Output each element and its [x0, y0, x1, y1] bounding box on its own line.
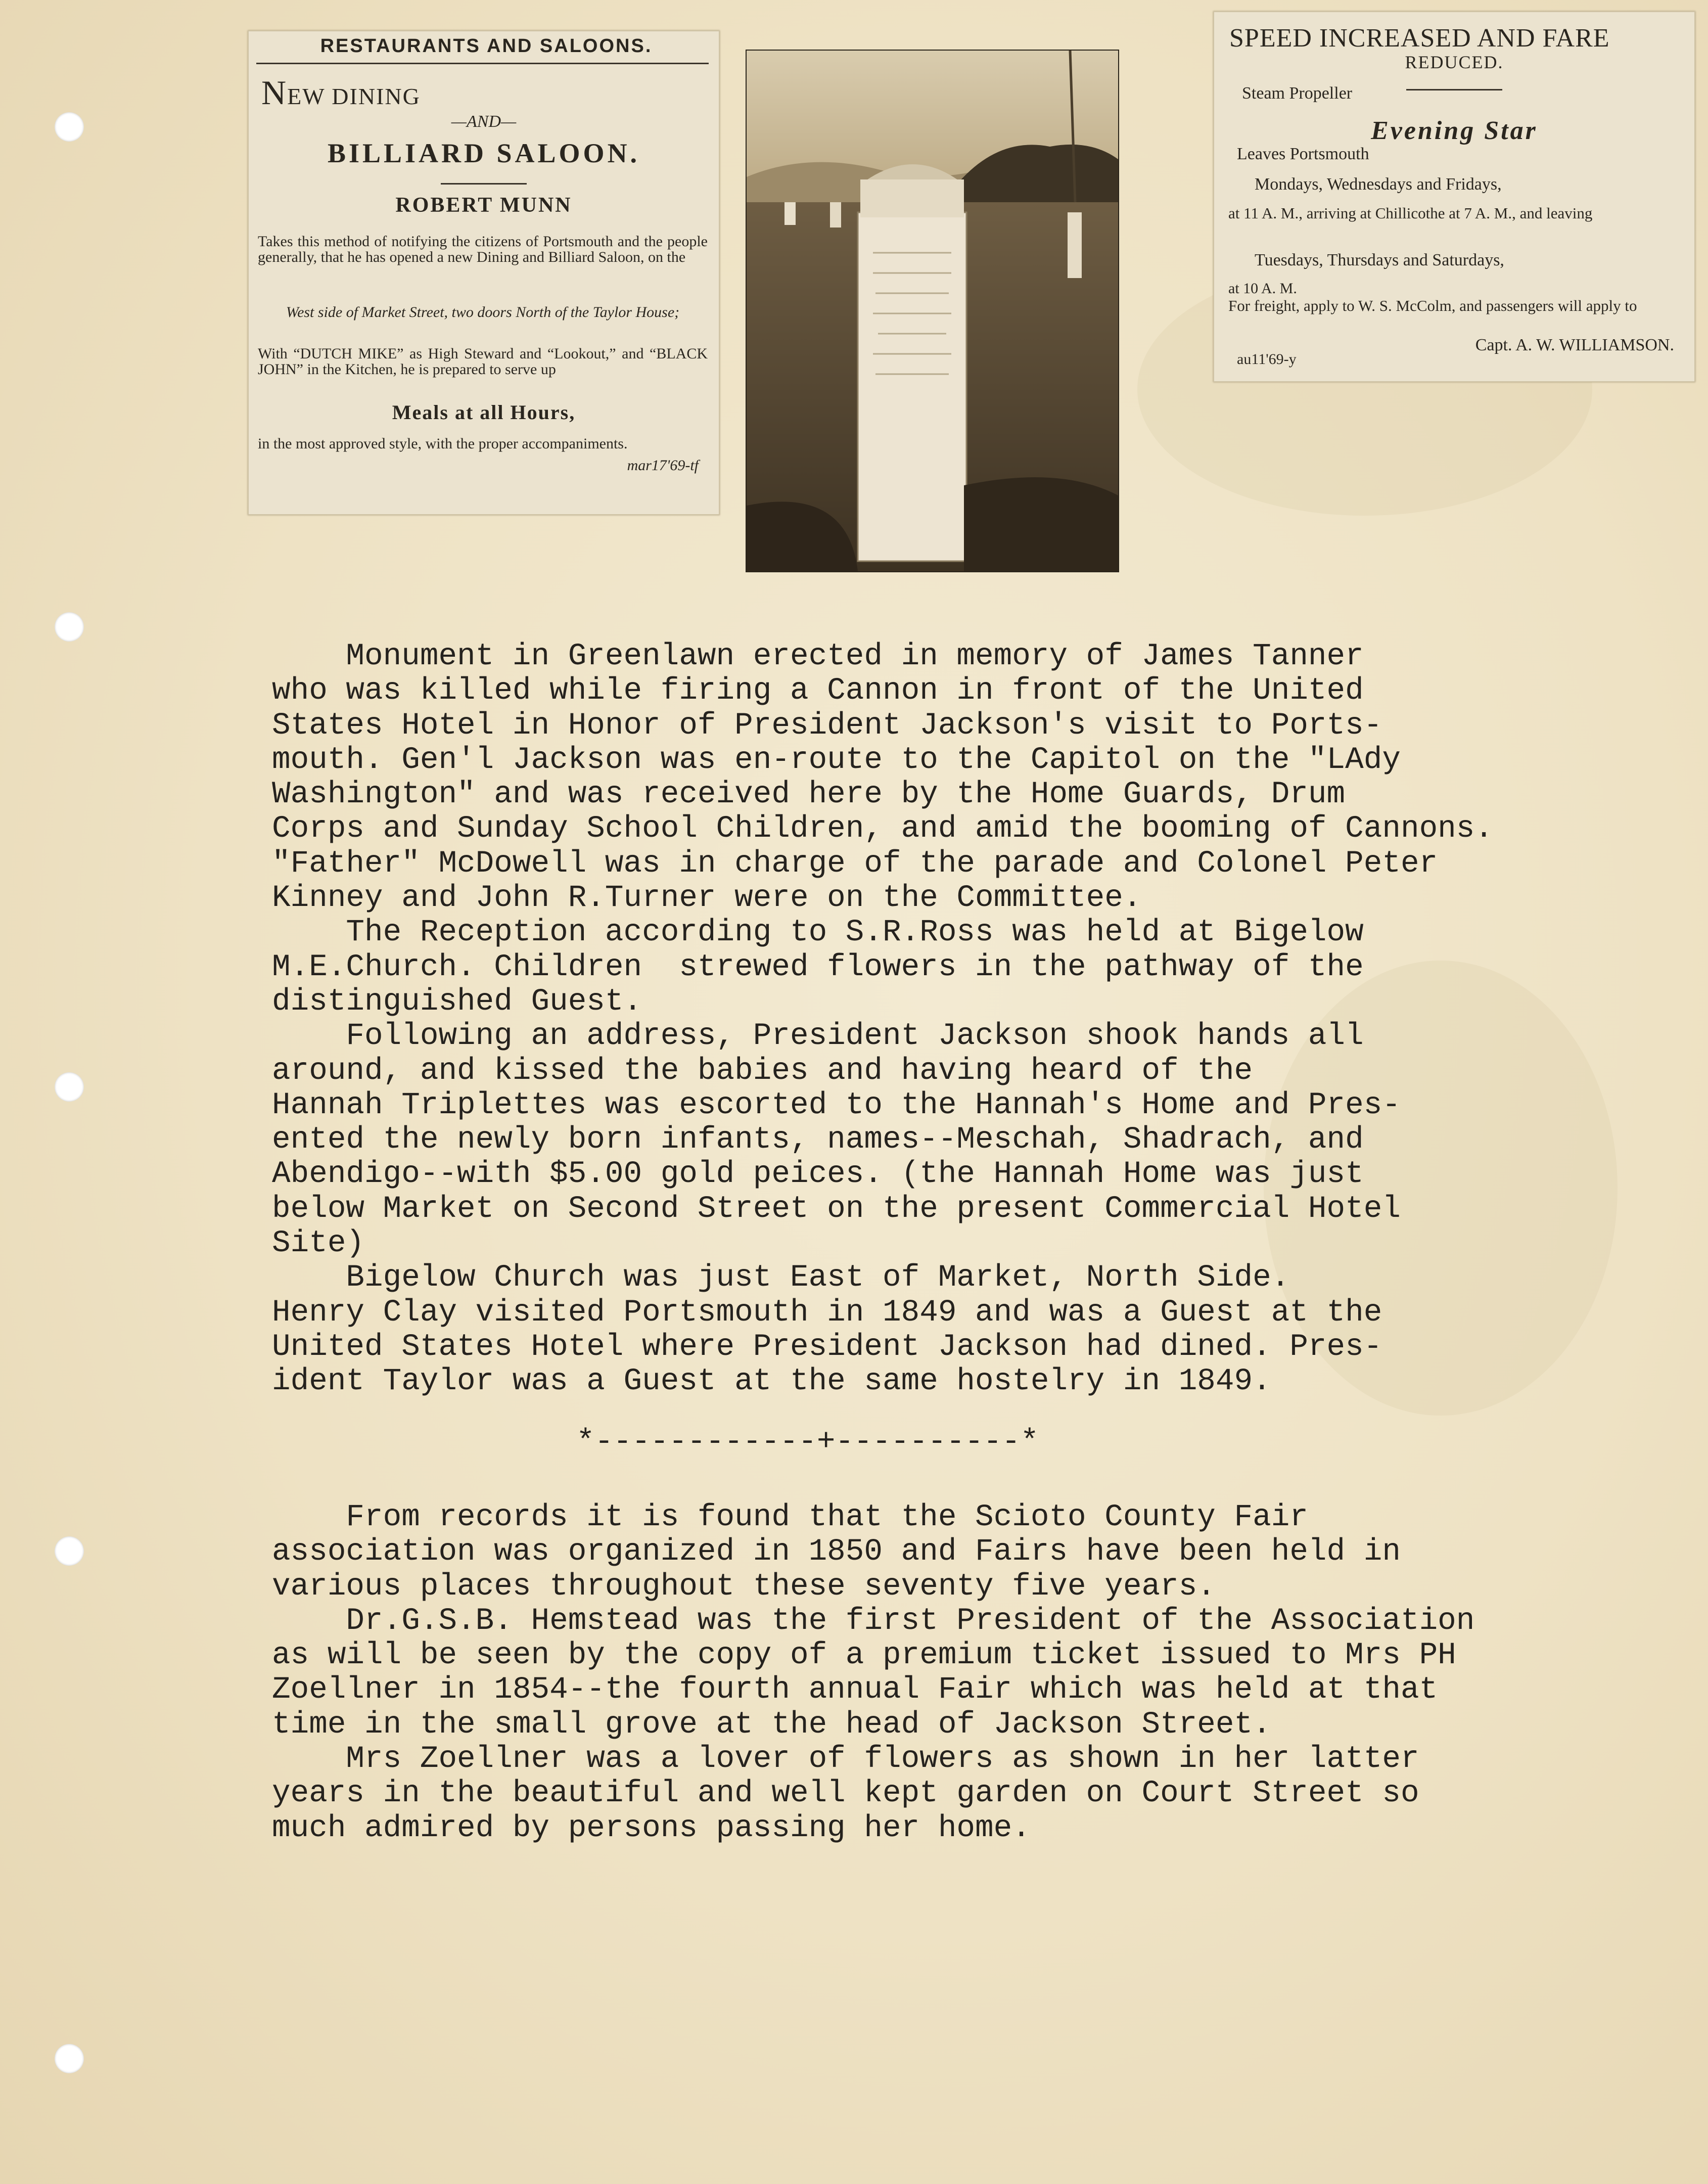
- steamer-schedule1: at 11 A. M., arriving at Chillicothe at 7 A. M., and leaving: [1228, 204, 1593, 222]
- ad-title-line1: NEW DINING: [261, 73, 421, 112]
- monument-photograph: [746, 50, 1119, 572]
- ad-title-line2: —AND—: [451, 112, 517, 131]
- ad-paragraph2: With “DUTCH MIKE” as High Steward and “Lookout,” and “BLACK JOHN” in the Kitchen, he is prepared to serve up: [258, 345, 708, 378]
- steamer-rule: [1406, 89, 1502, 90]
- ad-paragraph1: Takes this method of notifying the citizens of Portsmouth and the people generally, that he has opened a new Dining and Billiard Saloon, on the: [258, 233, 708, 265]
- steamer-departure: Leaves Portsmouth: [1237, 145, 1369, 163]
- heading-rule: [256, 63, 709, 64]
- ad-meals-line: Meals at all Hours,: [392, 401, 576, 424]
- typed-separator: *------------+----------*: [576, 1425, 1039, 1460]
- typed-text-fair: From records it is found that the Scioto County Fair association was organized in 1850 and Fairs have been held in various places throughout these seventy five years. Dr.G.S.B. Hemstead was the first President of the Association as will be seen by the copy of a premium ticket issued to Mrs PH Zoellner in 1854--the fourth annual Fair which was held at that time in the small grove at the head of Jackson Street. Mrs Zoellner was a lover of flowers as shown in her latter years in the beautiful and well kept garden on Court Street so much admired by persons passing her home.: [272, 1500, 1475, 1846]
- steamer-vessel-type: Steam Propeller: [1242, 84, 1353, 103]
- title-rule: [441, 183, 527, 185]
- steamer-subheadline: REDUCED.: [1405, 52, 1504, 72]
- clipping-heading: RESTAURANTS AND SALOONS.: [320, 35, 653, 57]
- punch-hole: [55, 1536, 84, 1566]
- ad-code: mar17'69-tf: [627, 457, 699, 474]
- steamer-freight: For freight, apply to W. S. McColm, and passengers will apply to: [1228, 297, 1637, 314]
- punch-hole: [55, 112, 84, 142]
- steamer-days2: Tuesdays, Thursdays and Saturdays,: [1255, 251, 1504, 269]
- ad-paragraph3: in the most approved style, with the proper accompaniments.: [258, 435, 628, 452]
- typed-text-monument: Monument in Greenlawn erected in memory of James Tanner who was killed while firing a Cannon in front of the United States Hotel in Honor of President Jackson's visit to Ports- mouth. Gen'l Jackson was en-route to the Capitol on the "LAdy Washington" and was received here by the Home Guards, Drum Corps and Sunday School Children, and amid the booming of Cannons. "Father" McDowell was in charge of the parade and Colonel Peter Kinney and John R.Turner were on the Committee. The Reception according to S.R.Ross was held at Bigelow M.E.Church. Children strewed flowers in the pathway of the distinguished Guest. Following an address, President Jackson shook hands all around, and kissed the babies and having heard of the Hannah Triplettes was escorted to the Hannah's Home and Pres- ented the newly born infants, names--Meschah, Shadrach, and Abendigo--with $5.00 gold peices. (the Hannah Home was just below Market on Second Street on the present Commercial Hotel Site) Bigelow Church was just East of Market, North Side. Henry Clay visited Portsmouth in 1849 and was a Guest at the United States Hotel where President Jackson had dined. Pres- ident Taylor was a Guest at the same hostelry in 1849.: [272, 639, 1493, 1399]
- steamer-code: au11'69-y: [1237, 351, 1297, 368]
- steamer-schedule2: at 10 A. M.: [1228, 280, 1297, 297]
- ad-location: West side of Market Street, two doors North of the Taylor House;: [286, 304, 680, 321]
- punch-hole: [55, 612, 84, 642]
- punch-hole: [55, 2044, 84, 2073]
- restaurant-ad-clipping: [248, 30, 720, 515]
- punch-hole: [55, 1072, 84, 1102]
- ad-proprietor: ROBERT MUNN: [395, 194, 572, 217]
- ad-title-line3: BILLIARD SALOON.: [327, 138, 640, 168]
- steamer-vessel-name: Evening Star: [1371, 116, 1538, 145]
- monument-photo-image: [747, 51, 1118, 571]
- steamer-days1: Mondays, Wednesdays and Fridays,: [1255, 175, 1502, 194]
- steamer-captain: Capt. A. W. WILLIAMSON.: [1475, 336, 1674, 354]
- steamer-ad-clipping: [1213, 11, 1695, 382]
- steamer-headline: SPEED INCREASED AND FARE: [1229, 24, 1610, 53]
